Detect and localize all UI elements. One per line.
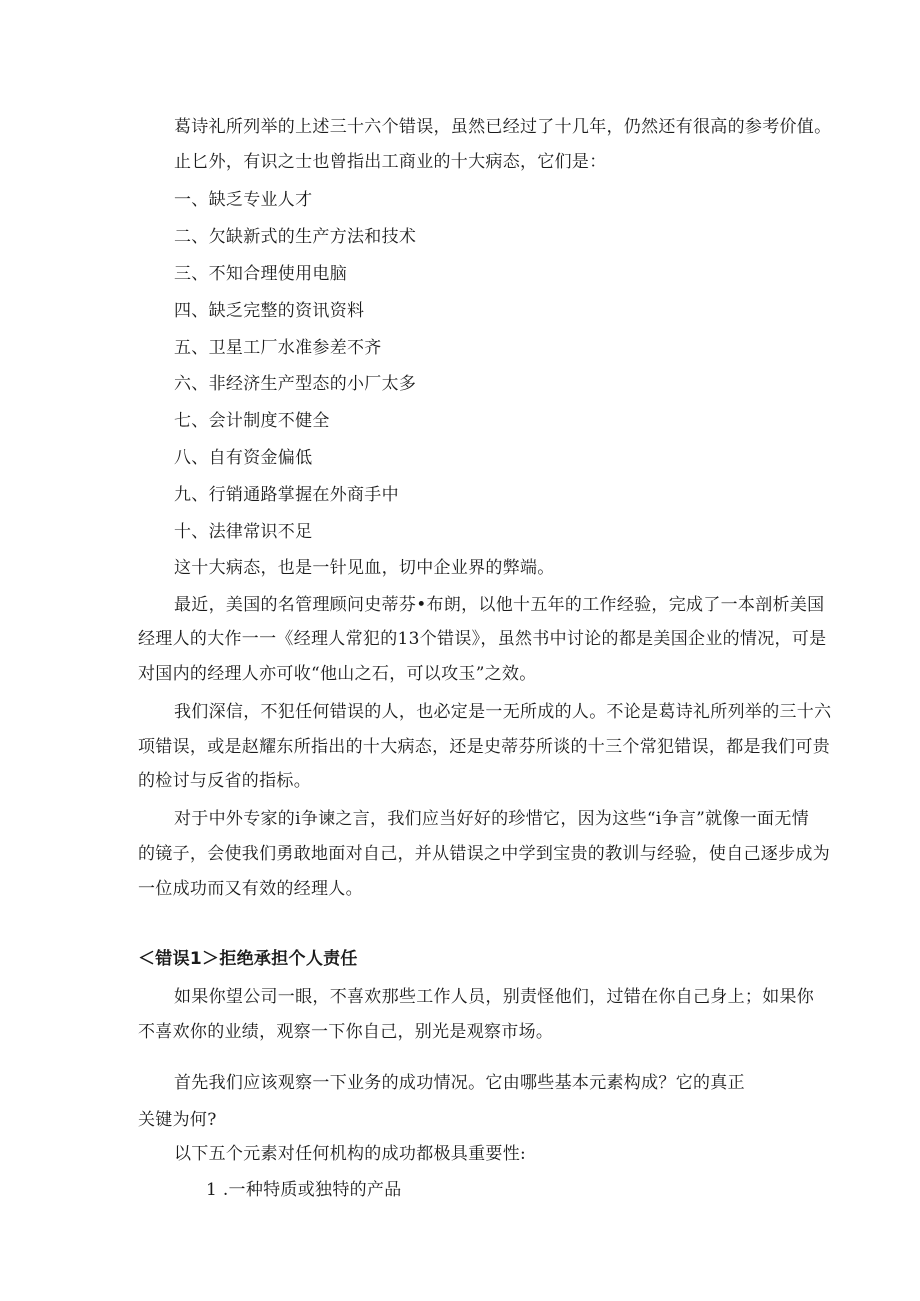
advice-paragraph-line: 对于中外专家的i争谏之言，我们应当好好的珍惜它，因为这些“i争言”就像一面无情	[174, 809, 809, 829]
list-item: 五、卫星工厂水准参差不齐	[174, 338, 382, 358]
list-item: 九、行销通路掌握在外商手中	[174, 485, 399, 505]
advice-paragraph-line: 一位成功而又有效的经理人。	[138, 879, 363, 899]
summary-paragraph: 这十大病态，也是一针见血，切中企业界的弊端。	[174, 558, 555, 578]
advice-paragraph-line: 的镜子，会使我们勇敢地面对自己，并从错误之中学到宝贵的教训与经验，使自己逐步成为	[138, 844, 830, 864]
list-item: 一、缺乏专业人才	[174, 190, 313, 210]
list-item: 三、不知合理使用电脑	[174, 264, 347, 284]
list-item: 二、欠缺新式的生产方法和技术	[174, 227, 417, 247]
list-item: 七、会计制度不健全	[174, 411, 330, 431]
belief-paragraph-line: 的检讨与反省的指标。	[138, 771, 311, 791]
recent-paragraph-line: 最近，美国的名管理顾问史蒂芬•布朗，以他十五年的工作经验，完成了一本剖析美国	[174, 595, 825, 615]
belief-paragraph-line: 项错误，或是赵耀东所指出的十大病态，还是史蒂芬所谈的十三个常犯错误，都是我们可贵	[138, 737, 830, 757]
recent-paragraph-line: 经理人的大作一一《经理人常犯的13个错误》，虽然书中讨论的都是美国企业的情况，可是	[138, 629, 827, 649]
numbered-item: 1 .一种特质或独特的产品	[206, 1180, 402, 1200]
list-item: 八、自有资金偏低	[174, 448, 313, 468]
intro-line-1: 葛诗礼所列举的上述三十六个错误，虽然已经过了十几年，仍然还有很高的参考价值。	[174, 117, 832, 137]
blame-paragraph-line: 如果你望公司一眼，不喜欢那些工作人员，别责怪他们，过错在你自己身上；如果你	[174, 987, 815, 1007]
list-item: 十、法律常识不足	[174, 522, 313, 542]
belief-paragraph-line: 我们深信，不犯任何错误的人，也必定是一无所成的人。不论是葛诗礼所列举的三十六	[174, 702, 832, 722]
first-paragraph: 首先我们应该观察一下业务的成功情况。它由哪些基本元素构成？它的真正	[174, 1073, 745, 1093]
recent-paragraph-line: 对国内的经理人亦可收“他山之石，可以攻玉”之效。	[138, 664, 537, 684]
blame-paragraph-line: 不喜欢你的业绩，观察一下你自己，别光是观察市场。	[138, 1022, 554, 1042]
list-item: 四、缺乏完整的资讯资料	[174, 301, 365, 321]
key-question: 关键为何?	[138, 1110, 217, 1130]
section-heading: ＜错误1＞拒绝承担个人责任	[138, 949, 358, 969]
list-item: 六、非经济生产型态的小厂太多	[174, 374, 417, 394]
five-elements-intro: 以下五个元素对任何机构的成功都极具重要性:	[174, 1144, 527, 1164]
intro-line-2: 止匕外，有识之士也曾指出工商业的十大病态，它们是：	[174, 152, 607, 172]
